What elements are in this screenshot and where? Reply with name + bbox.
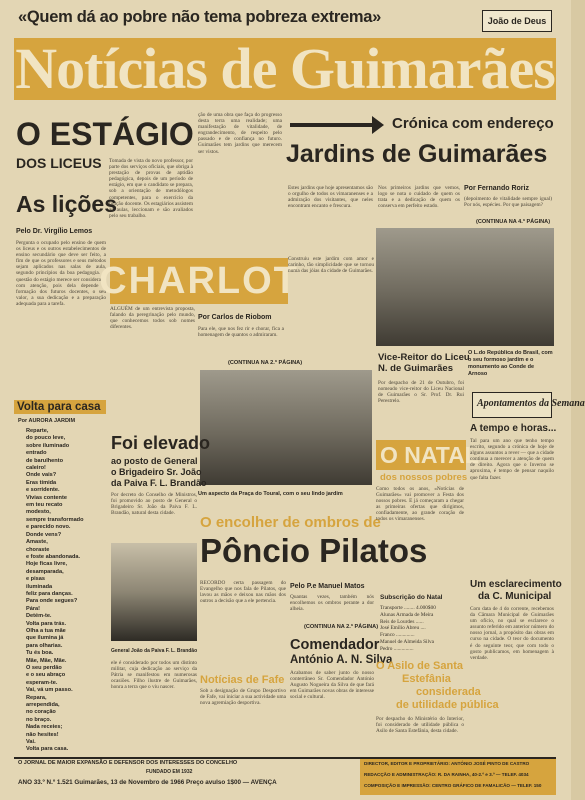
poncio-headline: Pôncio Pilatos [200,532,428,569]
semana-box [472,392,585,418]
general-body-text: Por decreto do Conselho de Ministros, foi promovido ao posto de General o Brigadeiro Sr. João da Paiva F. L. Brandão, natural desta cidade. [111,492,197,517]
subscription-line: Reis de Lourdes ...... [380,618,424,625]
footer-director: DIRECTOR, EDITOR E PROPRIETÁRIO: ANTÓNIO JOSÉ PINTO DE CASTRO [364,761,530,766]
volta-poem-line: caleiro! [26,465,46,472]
subscription-line: José Emílio Abreu .... [380,625,426,632]
licoes-body-text: Pergunta o ocupado pelo ensino de quem os liceus e os outros estabelecimentos de ensino secundário que deve ser feito, a fim de que os professores e seus métodos sejam aplicados nas salas de aula, segundo princípios da boa pedagogia. A questão do estágio merece ser considerada com atenção, pois dela depende a formação dos futuros docentes, o seu valor, a sua dedicação e a preparação adequada para a tarefa. [16,240,106,307]
licoes-headline: As lições [16,191,117,217]
esclarecimento-headline-2: da C. Municipal [478,591,552,602]
semana-body-text: Tal para um ano que tenho tempo escrito, segundo a crónica de hoje de alguns assuntos a rever — que a cidade continua a merecer a atenção de quem de direito. Agora que o Inverno se aproxima, é tempo de pensar naquilo que falta fazer. [470,438,554,481]
volta-header-band [14,400,106,414]
volta-poem-line: do pouco leve, [26,435,66,442]
general-caption: General João da Paiva F. L. Brandão [111,648,198,654]
general-body-text-2: ele é considerado por todos um distinto militar, cuja dedicação ao serviço da Pátria se manifestou em numerosas ocasiões. Filho ilustre de Guimarães, honra a terra que o viu nascer. [111,660,197,691]
volta-poem-line: sempre transformado [26,516,84,523]
poncio-body-text-1: RECORDO certa passagem do Evangelho que nos fala de Pilatos, que lavou as mãos e deixou nas mãos dos outros a decisão que a ele pertencia. [200,580,286,605]
vice-reitor-headline-2: N. de Guimarães [378,363,453,374]
volta-poem-line: Mãe, Mãe, Mãe. [26,657,67,664]
volta-headline: Volta para casa [17,401,101,413]
charlot-headline: CHARLOT [99,260,299,302]
volta-poem-line: modesto, [26,509,51,516]
volta-poem-line: em teu recato [26,502,63,509]
banner-headline: «Quem dá ao pobre não tema pobreza extrema» [18,8,382,26]
footer-composicao: COMPOSIÇÃO E IMPRESSÃO: CENTRO GRÁFICO DE FAMALICÃO — TELEF. 150 [364,783,542,788]
cronica-headline: Jardins de Guimarães [286,140,548,168]
natal-headline: O NATAL [380,442,479,468]
photo-praca-caption: Um aspecto da Praça do Toural, com o seu lindo jardim [198,491,343,497]
general-subhead-1: ao posto de General [111,456,198,466]
volta-byline: Por AURORA JARDIM [18,418,76,424]
asilo-headline-1: O Asilo de Santa [376,660,464,672]
semana-title: Apontamentos da Semana [477,398,585,409]
volta-poem-line: Pára! [26,605,40,612]
masthead [14,38,556,100]
general-subhead-2: o Brigadeiro Sr. João [111,467,202,477]
cronica-continua: (CONTINUA NA 4.ª PÁGINA) [476,219,551,225]
esclarecimento-headline-1: Um esclarecimento [470,579,562,590]
estagio-body-text: Tomada de vista do novo professor, por parte dos serviços oficiais, que obriga à prestação de provas de aptidão pedagógica, depois de um período de estágio, em que o candidato se prepara, sob a orientação de metodólogos competentes, para o exercício da função docente. Os estagiários assistem às aulas, leccionam e são avaliados pelo seu trabalho. [109,158,193,219]
photo-jardim [376,228,554,346]
comendador-headline-1: Comendador [290,637,380,653]
footer-credits-band [360,759,556,795]
charlot-continua: (CONTINUA NA 2.ª PÁGINA) [228,360,303,366]
volta-poem-line: O seu perdão [26,665,62,671]
volta-poem-line: Repara, [26,694,47,701]
cronica-arrow-icon [372,116,384,134]
volta-poem-line: Onde vais? [26,472,57,479]
volta-poem-line: que ilumina já [26,635,64,642]
subscription-line: Alunas Armada de Meira [380,611,434,618]
masthead-title: Notícias de Guimarães [15,36,555,101]
cronica-body-text-1: Estes jardins que hoje apresentamos são o orgulho de todos os vimaranenses e a admiração dos visitantes, que neles encontram encanto e frescura. [288,185,373,210]
volta-poem-line: e pisas [26,576,45,583]
volta-poem-line: Vivias contente [26,494,67,501]
charlot-band [99,258,299,304]
comendador-body-text: Acabamos de saber junto do nosso conterrâneo Sr. Comendador António Augusto Nogueira da Silva de que fará em Guimarães novas obras de interesse social e cultural. [290,670,374,701]
volta-poem-line: Para onde segues? [26,598,78,605]
cronica-body-text-2: Nos primeiros jardins que vemos, logo se nota o cuidado de quem os trata e a dedicação de quem os conserva em perfeito estado. [378,185,460,210]
natal-band [376,440,479,470]
volta-poem-line: e parecido novo. [26,524,71,531]
estagio-subheadline: DOS LICEUS [16,155,102,171]
volta-poem-line: Eras tímida [26,479,57,486]
photo-general [111,543,197,641]
charlot-body-text-1: ALGUÉM de um entrevista proposta, falando da peregrinação pelo mundo, que conhecemos todos sob nomes diferentes. [110,306,195,331]
subscription-line: Manuel de Almeida Silva [380,638,434,645]
volta-poem-line: arrependida, [26,702,60,709]
fafe-headline: Notícias de Fafe [200,674,285,686]
volta-poem-line: esperam-te. [26,679,58,686]
volta-poem-line: Olha a tua mãe [26,627,66,634]
asilo-headline-2: Estefânia [402,673,451,685]
volta-poem-line: entrado [26,450,47,457]
cronica-arrow-line [290,123,376,127]
natal-body-text: Como todos os anos, «Notícias de Guimarães» vai promover a Festa dos nossos pobres. E já começaram a chegar as primeiras ofertas que dirigimos, confiadamente, ao grande coração de todos os vimaranenses. [376,486,464,523]
volta-poem-line: Vai. [26,739,36,746]
cronica-body-text-3: Construiu este jardim com amor e carinho, tão simplicidade que se tornou numa das jóias da cidade de Guimarães. [288,256,374,275]
volta-poem-line: Reparte, [26,428,49,434]
footer-founded: FUNDADO EM 1932 [146,769,193,775]
subscription-line: Transporte ........ 4.000$00 [380,605,436,611]
cronica-byline: Por Fernando Roriz [464,185,529,192]
volta-poem-line: e foste abandonada. [26,553,81,560]
volta-poem-line: Hoje ficas livre, [26,561,68,568]
subscription-line: Pedro ............... [380,645,414,652]
photo-praca-toural [200,370,372,485]
poncio-kicker: O encolher de ombros de [200,514,381,531]
asilo-headline-3: considerada [416,686,481,698]
natal-subhead: dos nossos pobres [380,472,468,483]
cronica-left-text: ção de uma obra que faça do progresso desta terra uma realidade; uma manifestação de vitalidade, de engrandecimento, de respeito pelo passado e de confiança no futuro. Guimarães tem jardins que merecem ser vistos. [198,112,282,155]
fafe-body-text: Sob a designação de Grupo Desportivo de Fafe, vai iniciar a sua actividade uma nova agremiação desportiva. [200,688,286,707]
esclarecimento-body-text: Com data de 4 do corrente, recebemos da Câmara Municipal de Guimarães um ofício, no qual se esclarece o assunto referido em anterior número do nosso jornal, a propósito das obras em curso na cidade. O teor do documento é do seguinte teor, que com todo o gosto publicamos, em homenagem à verdade. [470,606,554,661]
volta-poem-line: feliz para danças. [26,590,73,597]
poncio-body-text-2: Quantas vezes, também nós encolhemos os ombros perante a dor alheia. [290,594,374,613]
volta-poem-line: desamparada, [26,568,64,575]
footer-redaccao: REDACÇÃO E ADMINISTRAÇÃO: R. DA RAINHA, 40-2.º e 3.º — TELEF. 4034 [364,772,529,777]
volta-poem-line: no braço. [26,716,52,723]
volta-poem-line: sobre iluminado [26,442,70,449]
volta-poem-line: Amaste, [26,539,48,546]
volta-poem-line: iluminada [26,583,53,590]
volta-poem-line: e o seu abraço [26,672,66,679]
volta-poem-line: Volta para trás. [26,620,66,627]
poncio-continua: (CONTINUA NA 2.ª PÁGINA) [304,624,379,630]
volta-poem-line: para olharias. [26,642,63,649]
vice-reitor-body-text: Por despacho de 21 de Outubro, foi nomeado vice-reitor do Liceu Nacional de Guimarães o Sr. Prof. Dr. Rui Perestrelo. [378,380,464,405]
volta-poem-line: Vai, vá um passo. [26,687,73,694]
semana-headline: A tempo e horas... [470,423,557,434]
republica-caption: O L.do República do Brasil, com o seu formoso jardim e o monumento ao Conde de Arnoso [468,350,553,377]
volta-poem-line: Volta para casa. [26,746,69,753]
volta-poem-line: Detém-te. [26,613,52,620]
volta-poem-line: Nada receies; [26,724,63,731]
licoes-byline: Pelo Dr. Virgílio Lemos [16,228,93,235]
author-box: João de Deus [482,10,552,32]
volta-poem-line: Tu és boa. [26,650,54,657]
comendador-headline-2: António A. N. Silva [290,654,393,666]
footer-tagline: O JORNAL DE MAIOR EXPANSÃO E DEFENSOR DOS INTERESSES DO CONCELHO [18,760,238,766]
volta-poem-line: de barulhento [26,457,63,464]
asilo-headline-4: de utilidade pública [396,699,499,711]
volta-poem-line: não hesites! [26,731,59,738]
poncio-byline: Pelo P.e Manuel Matos [290,583,365,590]
cronica-kicker: Crónica com endereço [392,115,554,132]
volta-poem-line: choraste [26,546,50,553]
volta-poem-line: Donde vens? [26,531,62,538]
charlot-byline: Por Carlos de Riobom [198,314,272,321]
charlot-body-text-2: Para ele, que nos fez rir e chorar, fica a homenagem de quantos o admiraram. [198,326,284,339]
asilo-body-text: Por despacho do Ministério do Interior, foi considerado de utilidade pública o Asilo de Santa Estefânia, desta cidade. [376,716,464,735]
cronica-byline-text: (depoimento de vitalidade sempre igual) Por nós, espécies. Por que paisagem? [464,196,552,209]
volta-poem-line: e sorridente. [26,487,60,494]
vice-reitor-headline-1: Vice-Reitor do Liceu [378,352,470,363]
subscription-list [380,605,464,655]
subscription-title: Subscrição do Natal [380,594,443,601]
volta-poem [26,428,104,758]
estagio-headline: O ESTÁGIO [16,116,194,152]
general-subhead-3: da Paiva F. L. Brandão [111,478,207,488]
general-headline: Foi elevado [111,433,211,453]
volta-poem-line: no coração [26,709,56,716]
subscription-line: Franco .............. [380,632,415,639]
footer-issue: ANO 33.º N.º 1.521 Guimarães, 13 de Novembro de 1966 Preço avulso 1$00 — AVENÇA [18,779,277,786]
